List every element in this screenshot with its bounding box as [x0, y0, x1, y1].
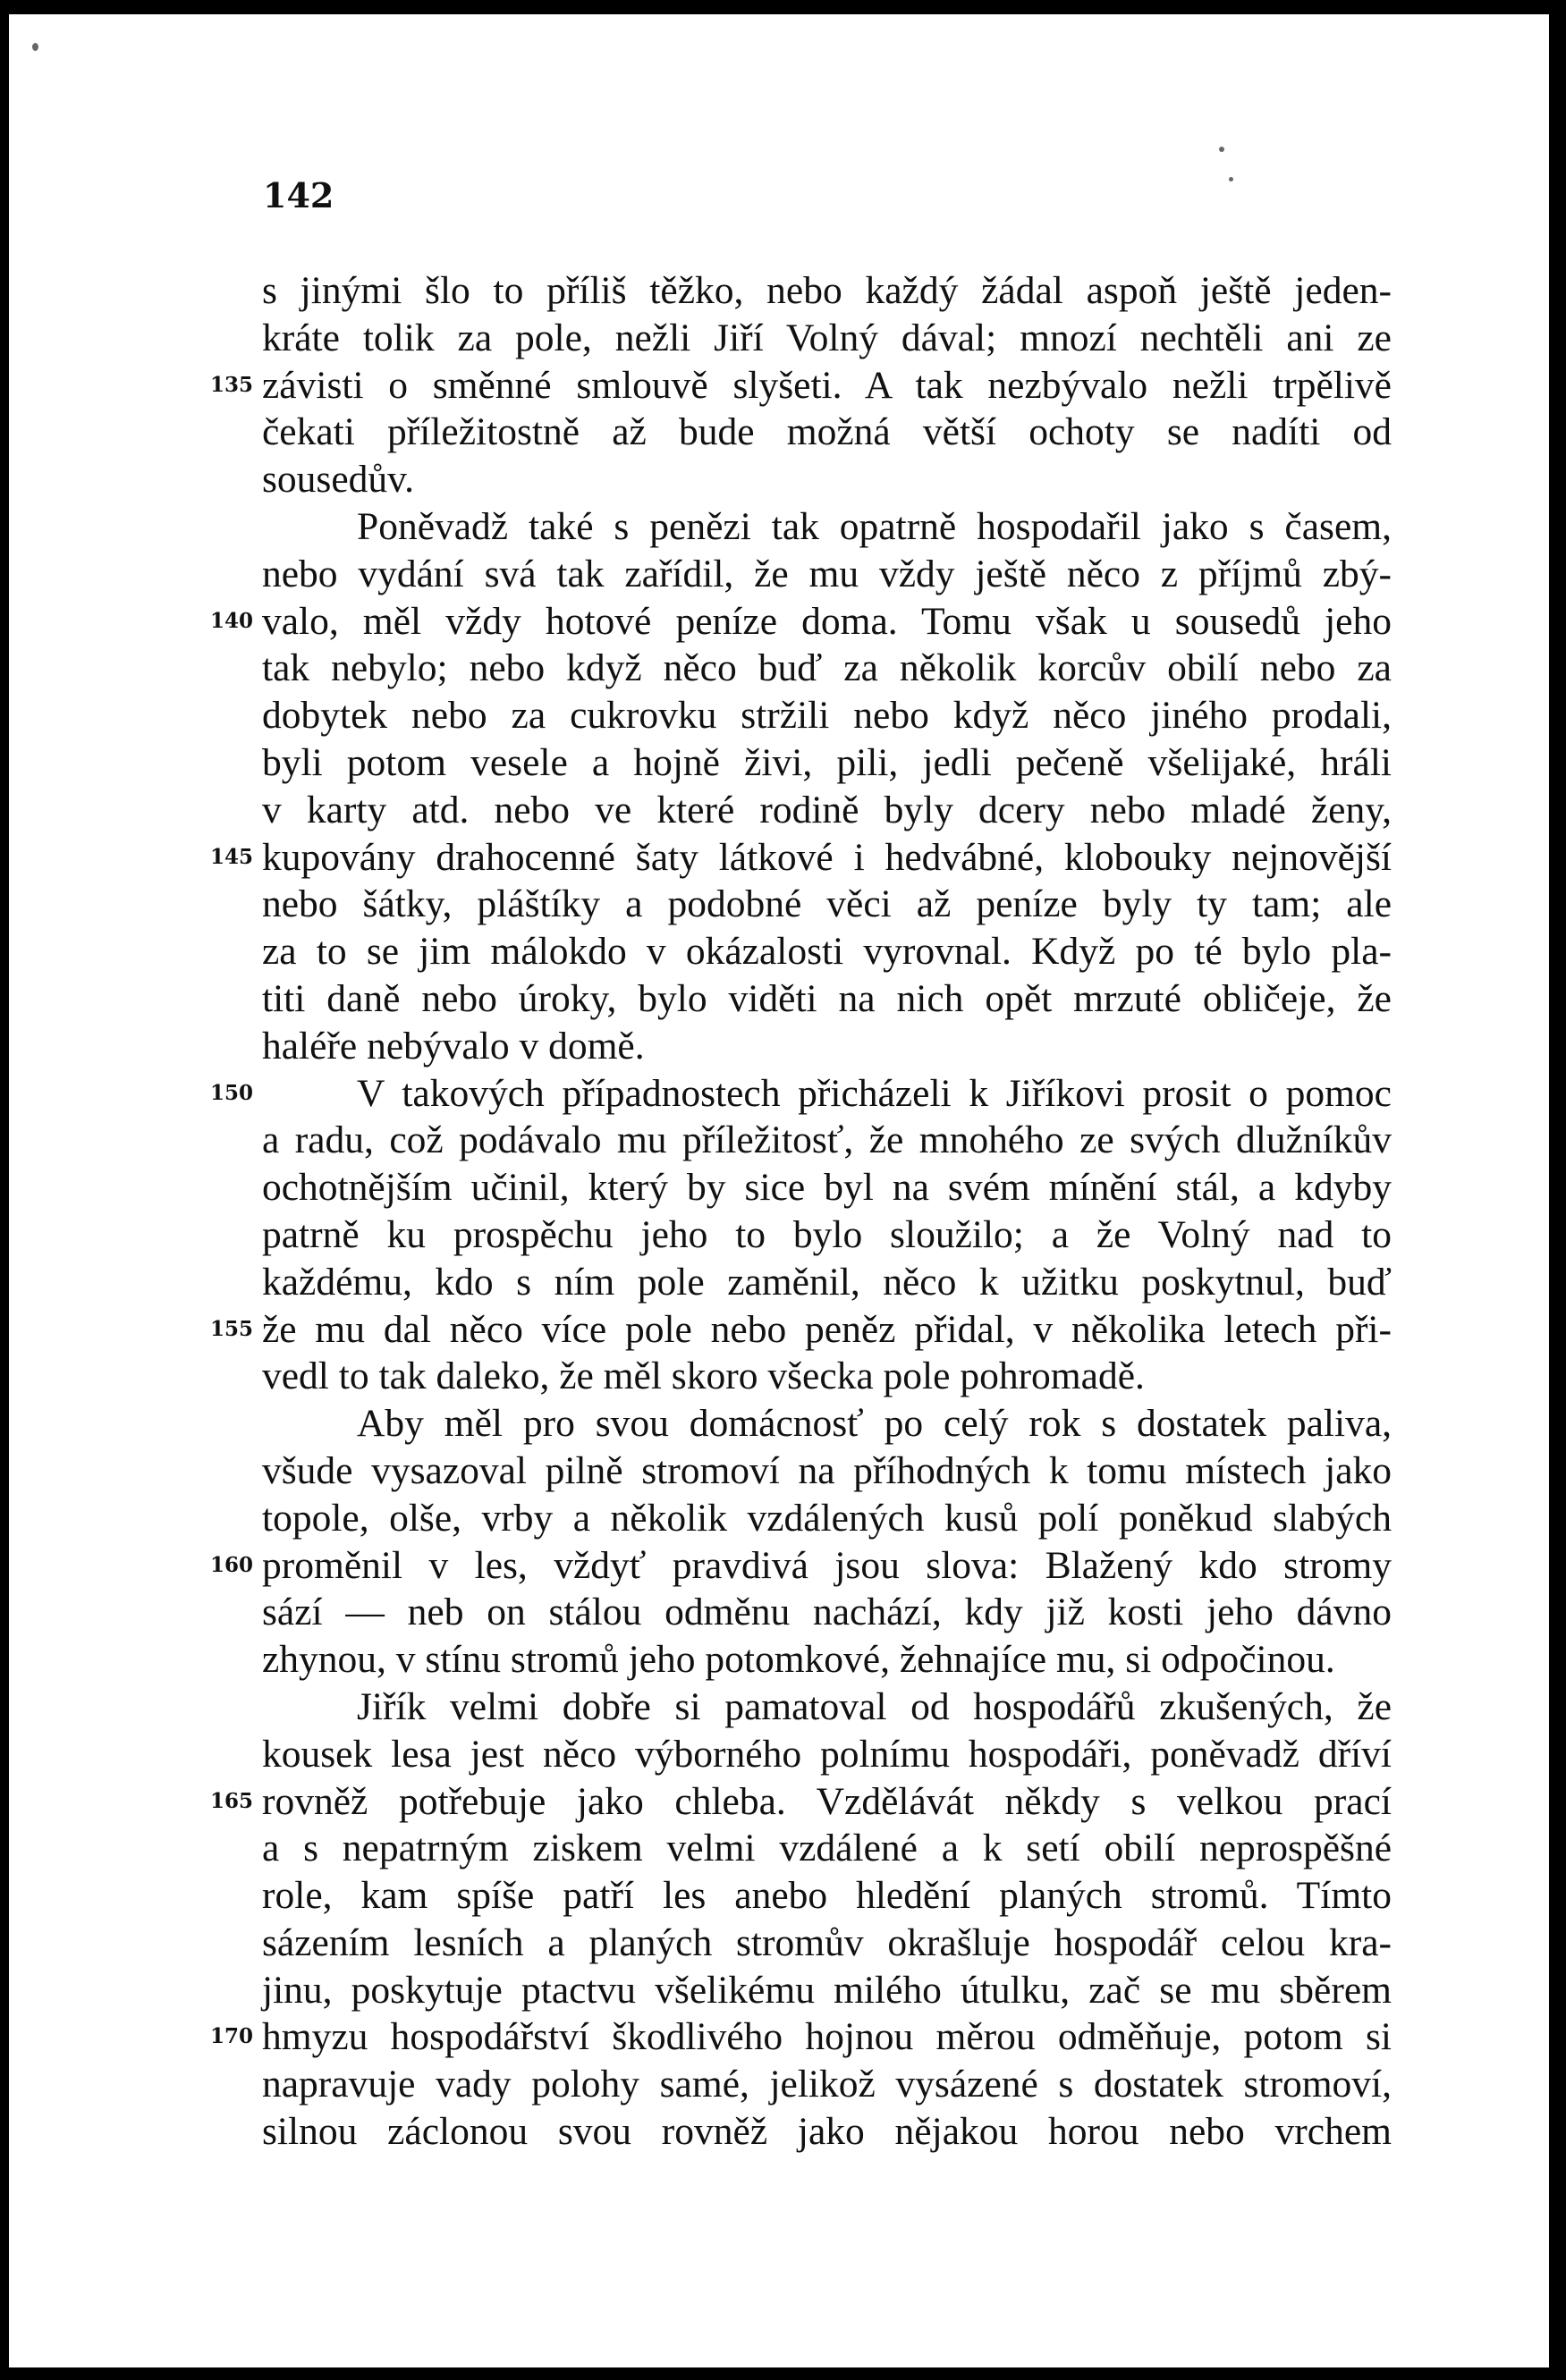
line-text: rovněž potřebuje jako chleba. Vzdělávát někdy s velkou prací	[262, 1779, 1392, 1823]
line-number: 155	[210, 1316, 254, 1341]
text-line	[262, 1259, 1392, 1306]
scan-speck	[1219, 147, 1224, 152]
line-text: haléře nebývalo v domě.	[262, 1024, 645, 1068]
line-number: 165	[210, 1788, 254, 1813]
line-text: všude vysazoval pilně stromoví na příhodných k tomu místech jako	[262, 1448, 1392, 1492]
text-line	[262, 1967, 1392, 2014]
text-line	[210, 598, 1392, 646]
line-text: kupovány drahocenné šaty látkové i hedvábné, klobouky nejnovější	[262, 835, 1392, 879]
line-text: patrně ku prospěchu jeho to bylo sloužilo; a že Volný nad to	[262, 1212, 1392, 1256]
line-text: role, kam spíše patří les anebo hledění planých stromů. Tímto	[262, 1874, 1392, 1918]
line-text: sázením lesních a planých stromův okrašluje hospodář celou kra-	[262, 1920, 1392, 1964]
text-line	[262, 1023, 1392, 1070]
line-number: 135	[210, 372, 254, 397]
line-text: topole, olše, vrby a několik vzdálených kusů polí poněkud slabých	[262, 1496, 1392, 1540]
line-text: nebo vydání svá tak zařídil, že mu vždy ještě něco z příjmů zbý-	[262, 552, 1392, 595]
line-text: dobytek nebo za cukrovku stržili nebo když něco jiného prodali,	[262, 694, 1392, 738]
line-text: čekati příležitostně až bude možná větší ochoty se nadíti od	[262, 410, 1392, 454]
line-text: kráte tolik za pole, nežli Jiří Volný dával; mnozí nechtěli ani ze	[262, 316, 1392, 359]
text-line	[210, 1070, 1392, 1118]
line-text: jinu, poskytuje ptactvu všelikému milého útulku, zač se mu sběrem	[262, 1968, 1392, 2012]
line-text: v karty atd. nebo ve které rodině byly dcery nebo mladé ženy,	[262, 788, 1392, 831]
text-line	[262, 1636, 1392, 1684]
line-number: 150	[210, 1080, 254, 1105]
text-line	[262, 1164, 1392, 1211]
text-line	[262, 1400, 1392, 1447]
text-line	[262, 1117, 1392, 1164]
line-text: silnou záclonou svou rovněž jako nějakou horou nebo vrchem	[262, 2110, 1392, 2154]
text-line	[262, 456, 1392, 503]
text-line	[262, 1495, 1392, 1542]
text-line	[262, 1825, 1392, 1872]
text-line	[262, 928, 1392, 975]
line-text: zhynou, v stínu stromů jeho potomkové, žehnajíce mu, si odpočinou.	[262, 1638, 1335, 1682]
line-text: Aby měl pro svou domácnosť po celý rok s dostatek paliva,	[357, 1402, 1392, 1446]
text-line	[262, 1920, 1392, 1967]
text-line	[262, 1353, 1392, 1400]
line-text: a radu, což podávalo mu příležitosť, že mnohého ze svých dlužníkův	[262, 1118, 1392, 1162]
line-text: Poněvadž také s penězi tak opatrně hospodařil jako s časem,	[357, 504, 1392, 548]
text-line	[210, 834, 1392, 882]
book-page	[9, 14, 1549, 2367]
line-number: 170	[210, 2024, 254, 2049]
line-text: sází — neb on stálou odměnu nachází, kdy již kosti jeho dávno	[262, 1591, 1392, 1634]
text-line	[262, 267, 1392, 315]
line-text: za to se jim málokdo v okázalosti vyrovnal. Když po té bylo pla-	[262, 930, 1392, 974]
body-text	[210, 267, 1392, 2156]
text-line	[262, 551, 1392, 598]
text-line	[262, 1731, 1392, 1778]
text-line	[210, 1778, 1392, 1826]
text-line	[262, 975, 1392, 1023]
text-line	[262, 1589, 1392, 1636]
line-text: byli potom vesele a hojně živi, pili, jedli pečeně všelijaké, hráli	[262, 740, 1392, 784]
line-number: 140	[210, 608, 254, 633]
text-line	[262, 787, 1392, 834]
scan-speck	[32, 43, 38, 51]
text-line	[262, 881, 1392, 928]
text-line	[262, 692, 1392, 739]
line-text: vedl to tak daleko, že měl skoro všecka pole pohromadě.	[262, 1355, 1145, 1398]
scan-speck	[1229, 177, 1233, 181]
text-line	[262, 315, 1392, 362]
line-text: s jinými šlo to příliš těžko, nebo každý žádal aspoň ještě jeden-	[262, 269, 1392, 312]
line-text: ochotnějším učinil, který by sice byl na svém mínění stál, a kdyby	[262, 1166, 1392, 1210]
text-line	[262, 1211, 1392, 1259]
text-line	[210, 362, 1392, 409]
text-line	[262, 645, 1392, 692]
line-text: kousek lesa jest něco výborného polnímu hospodáři, poněvadž dříví	[262, 1732, 1392, 1776]
page-number: 142	[263, 175, 334, 215]
line-text: každému, kdo s ním pole zaměnil, něco k užitku poskytnul, buď	[262, 1260, 1392, 1304]
text-line	[262, 739, 1392, 787]
text-line	[262, 1684, 1392, 1731]
line-text: V takových případnostech přicházeli k Jiříkovi prosit o pomoc	[357, 1071, 1392, 1115]
line-text: tak nebylo; nebo když něco buď za několik korcův obilí nebo za	[262, 646, 1392, 690]
text-line	[210, 2013, 1392, 2061]
line-text: že mu dal něco více pole nebo peněz přidal, v několika letech při-	[262, 1307, 1392, 1351]
line-text: valo, měl vždy hotové peníze doma. Tomu však u sousedů jeho	[262, 599, 1392, 643]
line-text: Jiřík velmi dobře si pamatoval od hospodářů zkušených, že	[357, 1684, 1392, 1728]
text-line	[210, 1542, 1392, 1590]
line-text: nebo šátky, pláštíky a podobné věci až peníze byly ty tam; ale	[262, 882, 1392, 926]
line-text: proměnil v les, vždyť pravdivá jsou slova: Blažený kdo stromy	[262, 1543, 1392, 1587]
text-line	[262, 1872, 1392, 1920]
line-text: a s nepatrným ziskem velmi vzdálené a k setí obilí neprospěšné	[262, 1827, 1392, 1870]
text-line	[262, 409, 1392, 456]
text-line	[262, 2061, 1392, 2108]
line-text: napravuje vady polohy samé, jelikož vysázené s dostatek stromoví,	[262, 2063, 1392, 2106]
text-line	[210, 1306, 1392, 1354]
line-number: 145	[210, 844, 254, 869]
text-line	[262, 2108, 1392, 2156]
line-text: sousedův.	[262, 458, 414, 502]
text-line	[262, 503, 1392, 551]
line-text: titi daně nebo úroky, bylo viděti na nich opět mrzuté obličeje, že	[262, 976, 1392, 1020]
line-text: závisti o směnné smlouvě slyšeti. A tak nezbývalo nežli trpělivě	[262, 363, 1392, 407]
line-number: 160	[210, 1552, 254, 1577]
text-line	[262, 1447, 1392, 1495]
line-text: hmyzu hospodářství škodlivého hojnou měrou odměňuje, potom si	[262, 2015, 1392, 2059]
